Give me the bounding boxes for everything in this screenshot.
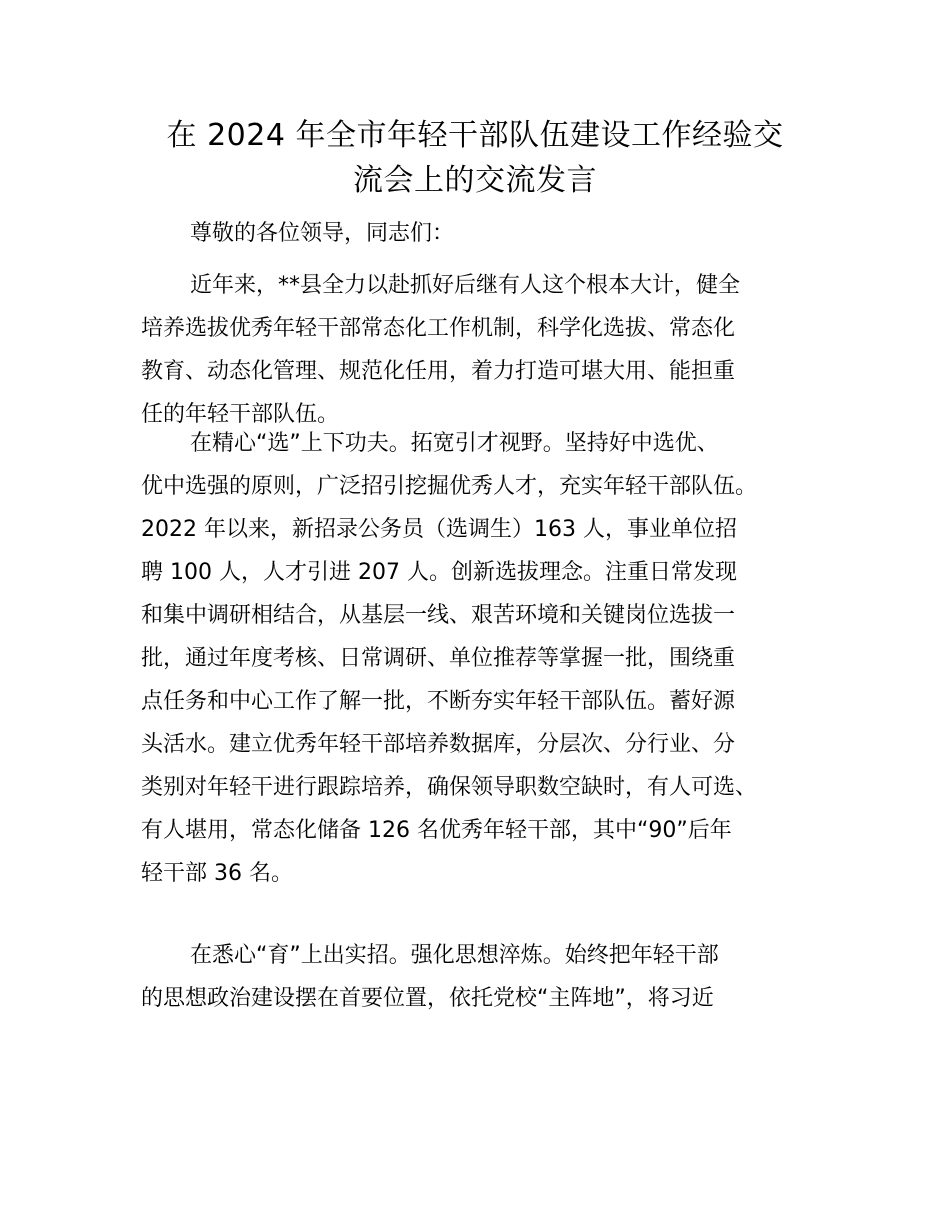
paragraph-line: 类别对年轻干进行跟踪培养，确保领导职数空缺时，有人可选、 bbox=[141, 775, 758, 800]
paragraph-line: 培养选拔优秀年轻干部常态化工作机制，科学化选拔、常态化 bbox=[141, 316, 736, 341]
paragraph-line: 在精心“选”上下功夫。拓宽引才视野。坚持好中选优、 bbox=[190, 431, 719, 456]
document-title-line-1: 在 2024 年全市年轻干部队伍建设工作经验交 bbox=[166, 118, 784, 153]
paragraph-line: 近年来，**县全力以赴抓好后继有人这个根本大计，健全 bbox=[190, 273, 741, 298]
paragraph-line: 教育、动态化管理、规范化任用，着力打造可堪大用、能担重 bbox=[141, 359, 736, 384]
paragraph-line: 和集中调研相结合，从基层一线、艰苦环境和关键岗位选拔一 bbox=[141, 603, 736, 628]
document-title-line-2: 流会上的交流发言 bbox=[353, 163, 597, 198]
paragraph-line: 轻干部 36 名。 bbox=[141, 861, 293, 886]
paragraph-line: 批，通过年度考核、日常调研、单位推荐等掌握一批，围绕重 bbox=[141, 646, 736, 671]
paragraph-intro bbox=[141, 264, 831, 436]
paragraph-selection bbox=[141, 422, 831, 895]
paragraph-line: 在悉心“育”上出实招。强化思想淬炼。始终把年轻干部 bbox=[190, 943, 719, 968]
paragraph-line: 优中选强的原则，广泛招引挖掘优秀人才，充实年轻干部队伍。 bbox=[141, 474, 758, 499]
salutation: 尊敬的各位领导，同志们： bbox=[190, 221, 455, 246]
paragraph-line: 点任务和中心工作了解一批，不断夯实年轻干部队伍。蓄好源 bbox=[141, 689, 736, 714]
paragraph-line: 聘 100 人，人才引进 207 人。创新选拔理念。注重日常发现 bbox=[141, 560, 737, 585]
paragraph-line: 头活水。建立优秀年轻干部培养数据库，分层次、分行业、分 bbox=[141, 732, 736, 757]
paragraph-line: 的思想政治建设摆在首要位置，依托党校“主阵地”，将习近 bbox=[141, 986, 714, 1011]
paragraph-training bbox=[141, 934, 831, 1020]
paragraph-line: 任的年轻干部队伍。 bbox=[141, 402, 340, 427]
paragraph-line: 有人堪用，常态化储备 126 名优秀年轻干部，其中“90”后年 bbox=[141, 818, 732, 843]
paragraph-line: 2022 年以来，新招录公务员（选调生）163 人，事业单位招 bbox=[141, 517, 737, 542]
